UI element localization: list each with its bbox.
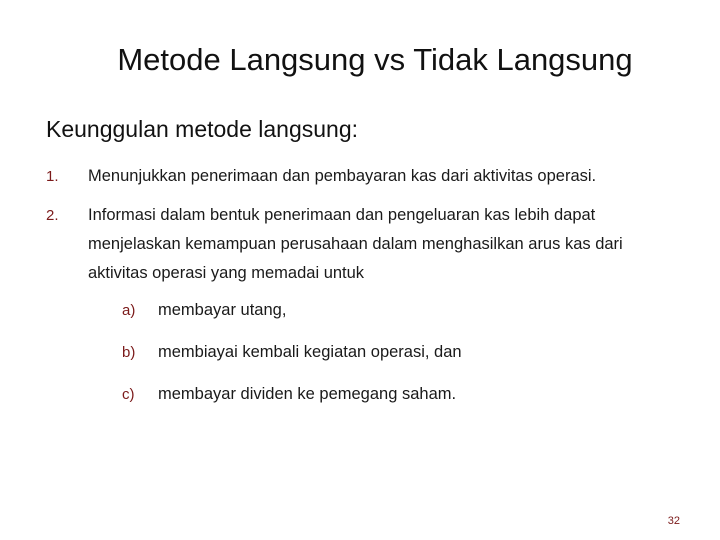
list-item-text: Informasi dalam bentuk penerimaan dan pengeluaran kas lebih dapat menjelaskan kemampuan perusahaan dalam menghasilkan arus kas dari aktivitas operasi yang memadai untuk — [88, 206, 623, 282]
section-heading: Keunggulan metode langsung: — [46, 116, 359, 142]
list-item — [46, 162, 686, 191]
slide-title: Metode Langsung vs Tidak Langsung — [117, 42, 633, 77]
sublist-item-text: membiayai kembali kegiatan operasi, dan — [158, 343, 462, 361]
sublist-item — [122, 380, 642, 409]
sublist-item-text: membayar utang, — [158, 301, 287, 319]
numbered-list — [46, 162, 686, 288]
list-item-number: 2. — [46, 207, 59, 224]
lettered-sublist — [122, 296, 642, 409]
sublist-item-letter: b) — [122, 344, 136, 361]
sublist-item-letter: a) — [122, 302, 136, 319]
sublist-item — [122, 338, 642, 367]
sublist-item — [122, 296, 642, 325]
list-item-number: 1. — [46, 168, 59, 185]
sublist-item-letter: c) — [122, 386, 135, 403]
list-item — [46, 201, 686, 288]
sublist-item-text: membayar dividen ke pemegang saham. — [158, 385, 457, 403]
list-item-text: Menunjukkan penerimaan dan pembayaran kas dari aktivitas operasi. — [88, 167, 597, 185]
page-number: 32 — [667, 515, 680, 527]
